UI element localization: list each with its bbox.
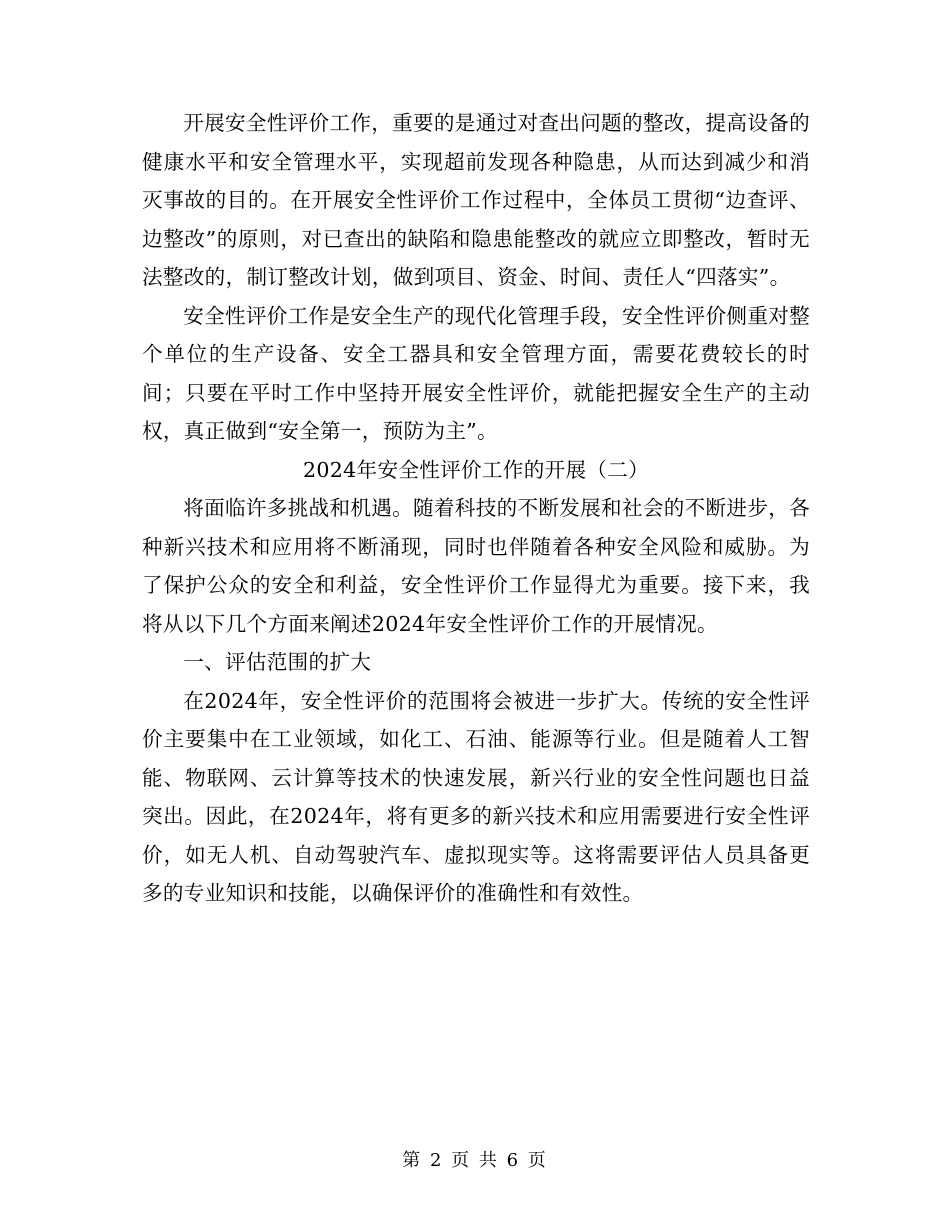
document-body [142,104,810,913]
subsection-title: 一、评估范围的扩大 [183,650,372,674]
paragraph-management-means: 安全性评价工作是安全生产的现代化管理手段，安全性评价侧重对整个单位的生产设备、安全工器具和安全管理方面，需要花费较长的时间；只要在平时工作中坚持开展安全性评价，就能把握安全生产的主动权，真正做到“安全第一，预防为主”。 [142,303,810,443]
intro-paragraph: 将面临许多挑战和机遇。随着科技的不断发展和社会的不断进步，各种新兴技术和应用将不断涌现，同时也伴随着各种安全风险和威胁。为了保护公众的安全和利益，安全性评价工作显得尤为重要。接下来，我将从以下几个方面来阐述2024年安全性评价工作的开展情况。 [142,496,810,636]
subsection-paragraph: 在2024年，安全性评价的范围将会被进一步扩大。传统的安全性评价主要集中在工业领域，如化工、石油、能源等行业。但是随着人工智能、物联网、云计算等技术的快速发展，新兴行业的安全性问题也日益突出。因此，在2024年，将有更多的新兴技术和应用需要进行安全性评价，如无人机、自动驾驶汽车、虚拟现实等。这将需要评估人员具备更多的专业知识和技能，以确保评价的准确性和有效性。 [142,688,810,905]
paragraph-rectification: 开展安全性评价工作，重要的是通过对查出问题的整改，提高设备的健康水平和安全管理水平，实现超前发现各种隐患，从而达到减少和消灭事故的目的。在开展安全性评价工作过程中，全体员工贯彻“边查评、边整改”的原则，对已查出的缺陷和隐患能整改的就应立即整改，暂时无法整改的，制订整改计划，做到项目、资金、时间、责任人“四落实”。 [142,111,810,289]
page-number: 第 2 页 共 6 页 [402,1150,548,1171]
section-title: 2024年安全性评价工作的开展（二） [302,457,650,482]
